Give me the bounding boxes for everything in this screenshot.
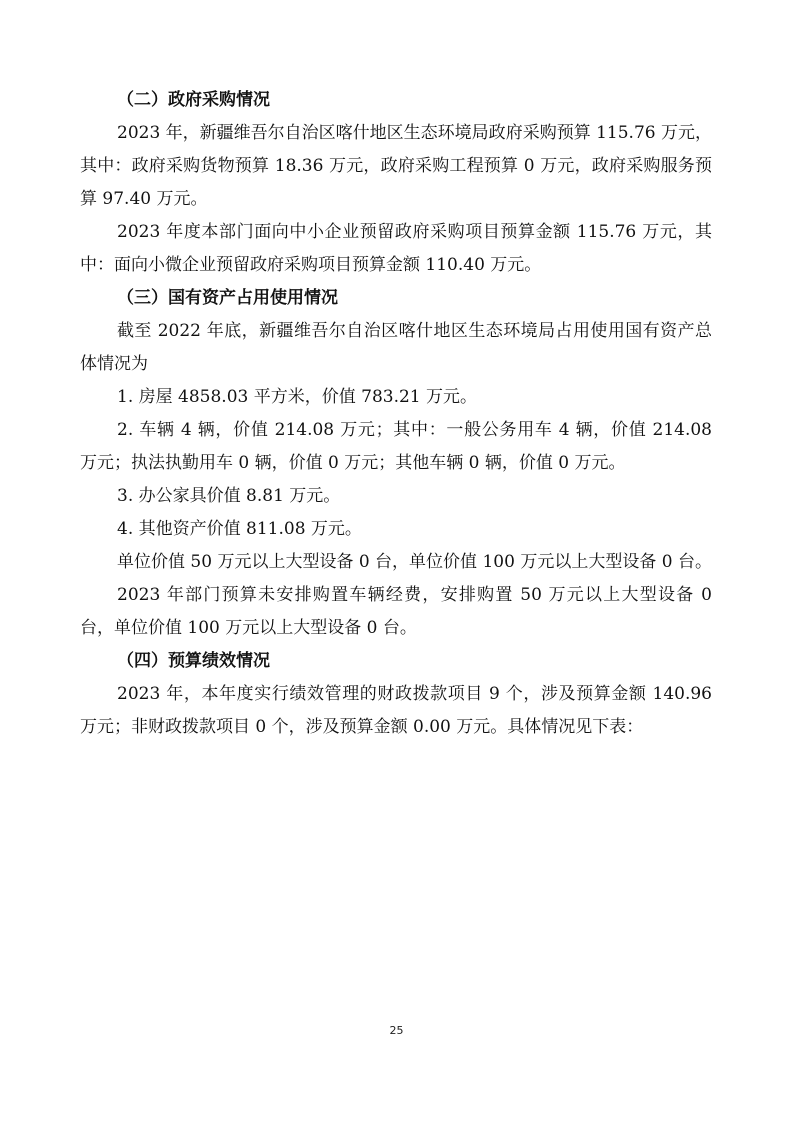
page-content (80, 84, 712, 744)
page-number: 25 (389, 1024, 404, 1037)
paragraph-assets-furniture: 3. 办公家具价值 8.81 万元。 (117, 486, 341, 506)
paragraph-assets-other: 4. 其他资产价值 811.08 万元。 (117, 519, 362, 539)
paragraph-assets-overview: 截至 2022 年底，新疆维吾尔自治区喀什地区生态环境局占用使用国有资产总体情况为 (80, 321, 712, 374)
section-heading-state-assets: （三）国有资产占用使用情况 (117, 288, 338, 308)
paragraph-assets-2023-purchase: 2023 年部门预算未安排购置车辆经费，安排购置 50 万元以上大型设备 0 台，单位价值 100 万元以上大型设备 0 台。 (80, 585, 712, 638)
section-heading-government-procurement: （二）政府采购情况 (117, 90, 270, 110)
paragraph-assets-buildings: 1. 房屋 4858.03 平方米，价值 783.21 万元。 (117, 387, 478, 407)
paragraph-procurement-budget: 2023 年，新疆维吾尔自治区喀什地区生态环境局政府采购预算 115.76 万元，其中：政府采购货物预算 18.36 万元，政府采购工程预算 0 万元，政府采购服务预算 97.40 万元。 (80, 123, 712, 209)
paragraph-sme-reserved-budget: 2023 年度本部门面向中小企业预留政府采购项目预算金额 115.76 万元，其中：面向小微企业预留政府采购项目预算金额 110.40 万元。 (80, 222, 712, 275)
paragraph-performance-projects: 2023 年，本年度实行绩效管理的财政拨款项目 9 个，涉及预算金额 140.96 万元；非财政拨款项目 0 个，涉及预算金额 0.00 万元。具体情况见下表： (80, 684, 712, 737)
paragraph-assets-vehicles: 2. 车辆 4 辆，价值 214.08 万元；其中：一般公务用车 4 辆，价值 214.08 万元；执法执勤用车 0 辆，价值 0 万元；其他车辆 0 辆，价值 0 万元。 (80, 420, 712, 473)
paragraph-assets-large-equipment: 单位价值 50 万元以上大型设备 0 台，单位价值 100 万元以上大型设备 0 台。 (117, 552, 712, 572)
section-heading-performance: （四）预算绩效情况 (117, 651, 270, 671)
